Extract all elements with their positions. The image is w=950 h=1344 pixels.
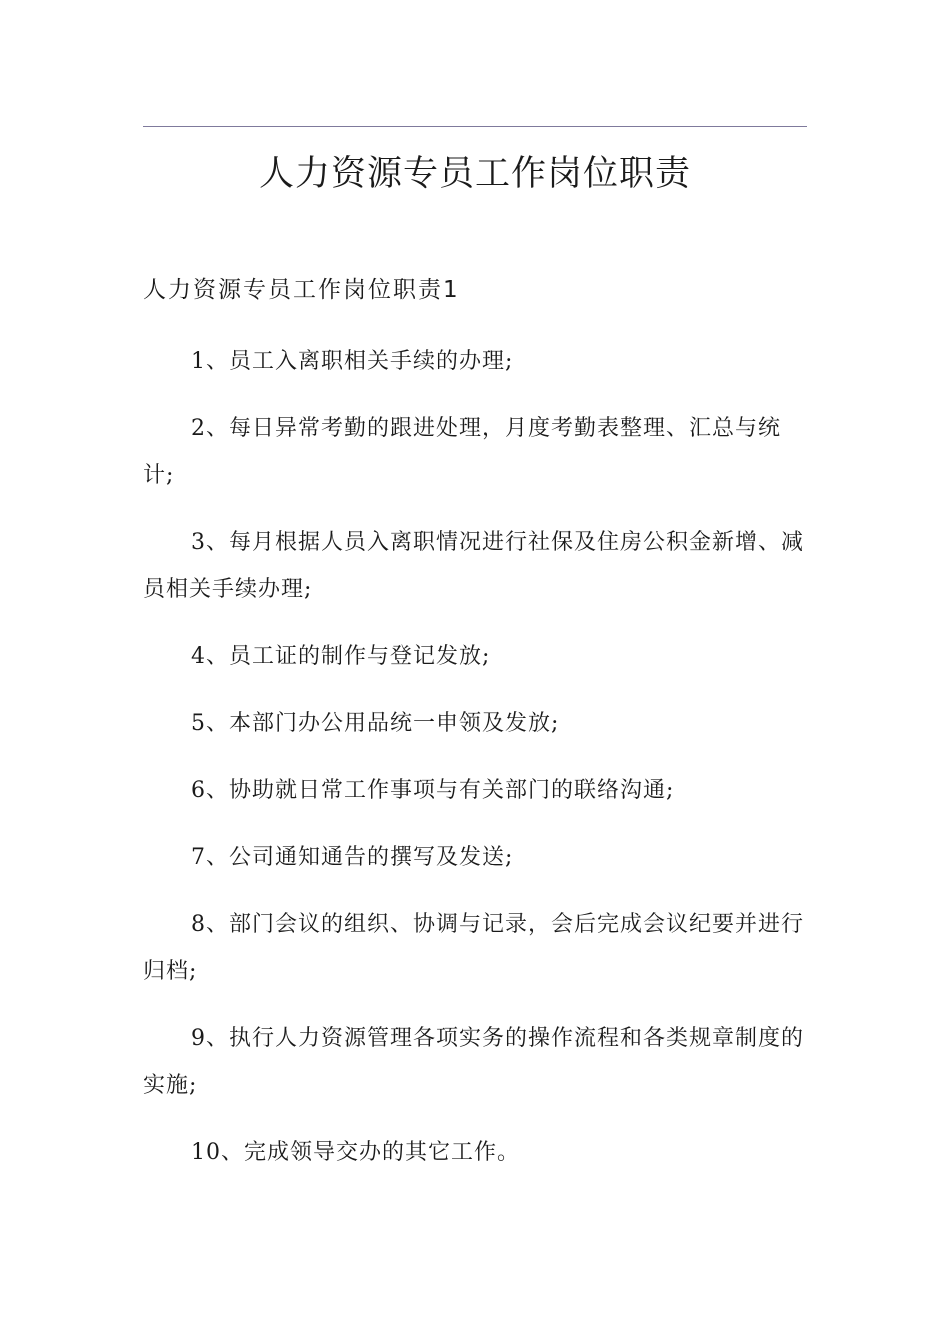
duty-item-7: 7、公司通知通告的撰写及发送; (191, 845, 514, 870)
duty-item-8: 8、部门会议的组织、协调与记录，会后完成会议纪要并进行归档; (143, 912, 804, 984)
duty-list (143, 338, 807, 1196)
duty-item-4: 4、员工证的制作与登记发放; (191, 644, 491, 669)
duty-item-5: 5、本部门办公用品统一申领及发放; (191, 711, 560, 736)
duty-item-1: 1、员工入离职相关手续的办理; (191, 349, 514, 374)
duty-item-9: 9、执行人力资源管理各项实务的操作流程和各类规章制度的实施; (143, 1026, 804, 1098)
duty-item-3: 3、每月根据人员入离职情况进行社保及住房公积金新增、减员相关手续办理; (143, 530, 804, 602)
header-rule (143, 126, 807, 127)
duty-item-10: 10、完成领导交办的其它工作。 (191, 1140, 520, 1165)
duty-item-6: 6、协助就日常工作事项与有关部门的联络沟通; (191, 778, 675, 803)
document-title: 人力资源专员工作岗位职责 (258, 154, 691, 194)
duty-item-2: 2、每日异常考勤的跟进处理，月度考勤表整理、汇总与统计; (143, 416, 781, 488)
section-heading: 人力资源专员工作岗位职责1 (143, 277, 460, 303)
